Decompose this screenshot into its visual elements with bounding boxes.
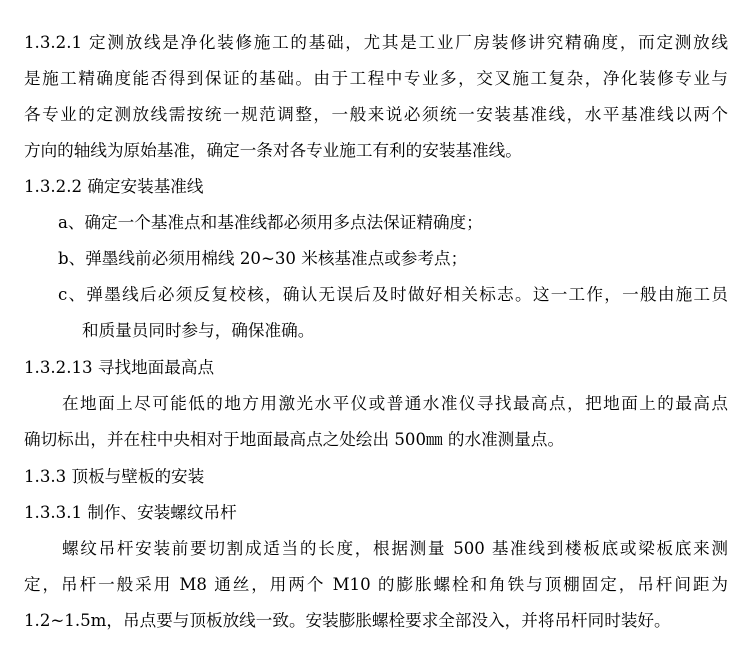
section-heading-1-3-2-2: 1.3.2.2 确定安装基准线 [24,177,204,196]
paragraph-highest-point-line-2: 确切标出，并在柱中央相对于地面最高点之处绘出 500㎜ 的水准测量点。 [24,430,565,449]
list-item-a: a、确定一个基准点和基准线都必须用多点法保证精确度； [58,213,483,232]
list-item-c-line-2: 和质量员同时参与，确保准确。 [82,321,315,340]
section-heading-1-3-3-1: 1.3.3.1 制作、安装螺纹吊杆 [24,503,237,522]
list-item-b: b、弹墨线前必须用棉线 20~30 米核基准点或参考点； [58,249,468,268]
paragraph-1-3-2-1-line-2: 是施工精确度能否得到保证的基础。由于工程中专业多，交叉施工复杂，净化装修专业与 [24,69,728,88]
paragraph-hanger-rod-line-1: 螺纹吊杆安装前要切割成适当的长度，根据测量 500 基准线到楼板底或梁板底来测 [62,539,728,558]
list-item-c-line-1: c、弹墨线后必须反复校核，确认无误后及时做好相关标志。这一工作，一般由施工员 [58,285,728,304]
paragraph-1-3-2-1-line-1: 1.3.2.1 定测放线是净化装修施工的基础，尤其是工业厂房装修讲究精确度，而定测放线 [24,33,728,52]
paragraph-hanger-rod-line-2: 定，吊杆一般采用 M8 通丝，用两个 M10 的膨胀螺栓和角铁与顶棚固定，吊杆间距为 [24,575,728,594]
paragraph-1-3-2-1-line-4: 方向的轴线为原始基准，确定一条对各专业施工有利的安装基准线。 [24,141,522,160]
paragraph-hanger-rod-line-3: 1.2~1.5m，吊点要与顶板放线一致。安装膨胀螺栓要求全部没入，并将吊杆同时装好。 [24,611,671,630]
paragraph-1-3-2-1-line-3: 各专业的定测放线需按统一规范调整，一般来说必须统一安装基准线，水平基准线以两个 [24,105,728,124]
paragraph-highest-point-line-1: 在地面上尽可能低的地方用激光水平仪或普通水准仪寻找最高点，把地面上的最高点 [62,394,728,413]
section-heading-1-3-3: 1.3.3 顶板与壁板的安装 [24,467,205,486]
section-heading-1-3-2-13: 1.3.2.13 寻找地面最高点 [24,358,215,377]
